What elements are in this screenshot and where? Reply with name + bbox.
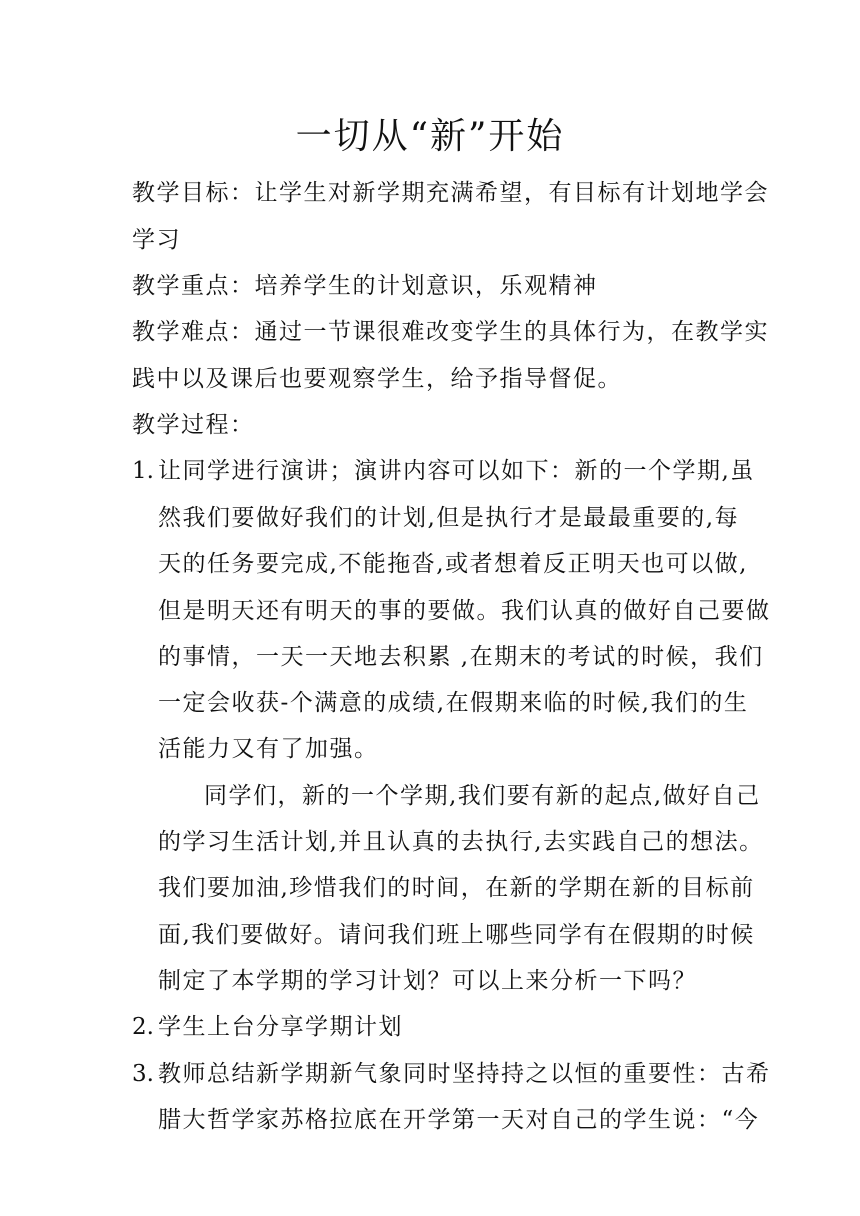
- difficulty-line-1: 教学难点：通过一节课很难改变学生的具体行为，在教学实: [132, 319, 769, 345]
- step-1-line-2: 然我们要做好我们的计划,但是执行才是最最重要的,每: [158, 505, 740, 531]
- difficulty-line-2: 践中以及课后也要观察学生，给予指导督促。: [132, 366, 622, 392]
- process-heading: 教学过程：: [132, 412, 255, 438]
- step-1-line-1: 让同学进行演讲；演讲内容可以如下：新的一个学期,虽: [158, 458, 755, 484]
- objectives-line-1: 教学目标：让学生对新学期充满希望，有目标有计划地学会: [132, 180, 769, 206]
- step-1-line-6: 一定会收获-个满意的成绩,在假期来临的时候,我们的生: [158, 690, 749, 716]
- step-1-para2-line-2: 的学习生活计划,并且认真的去执行,去实践自己的想法。: [158, 829, 764, 855]
- step-number-2: 2.: [132, 1014, 154, 1040]
- document-title: 一切从“新”开始: [295, 116, 565, 157]
- step-3-line-2: 腊大哲学家苏格拉底在开学第一天对自己的学生说：“今: [158, 1107, 760, 1133]
- step-number-1: 1.: [132, 458, 154, 484]
- objectives-line-2: 学习: [132, 227, 181, 253]
- step-1-line-4: 但是明天还有明天的事的要做。我们认真的做好自己要做: [158, 598, 771, 624]
- step-number-3: 3.: [132, 1061, 154, 1087]
- step-1-line-5: 的事情，一天一天地去积累 ,在期末的考试的时候，我们: [158, 644, 764, 670]
- step-1-para2-line-5: 制定了本学期的学习计划？可以上来分析一下吗？: [158, 968, 697, 994]
- step-1-para2-line-1: 同学们，新的一个学期,我们要有新的起点,做好自己: [204, 783, 761, 809]
- key-point-line: 教学重点：培养学生的计划意识，乐观精神: [132, 273, 598, 299]
- step-2-line-1: 学生上台分享学期计划: [158, 1014, 403, 1040]
- step-1-para2-line-3: 我们要加油,珍惜我们的时间，在新的学期在新的目标前: [158, 875, 755, 901]
- step-1-para2-line-4: 面,我们要做好。请问我们班上哪些同学有在假期的时候: [158, 922, 755, 948]
- step-1-line-7: 活能力又有了加强。: [158, 736, 379, 762]
- step-1-line-3: 天的任务要完成,不能拖沓,或者想着反正明天也可以做,: [158, 551, 748, 577]
- step-3-line-1: 教师总结新学期新气象同时坚持持之以恒的重要性：古希: [158, 1061, 771, 1087]
